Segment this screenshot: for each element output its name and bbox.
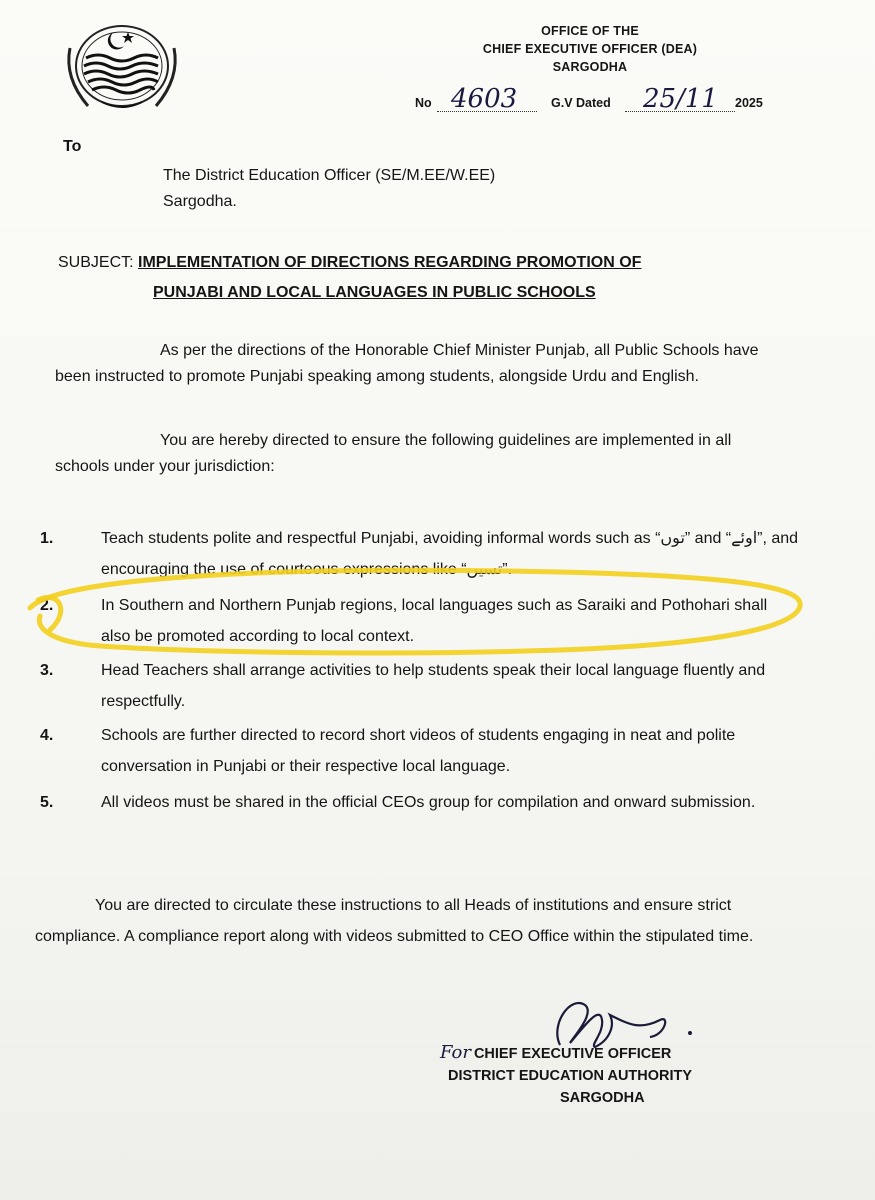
- guideline-number: 2.: [40, 597, 54, 614]
- subject-line-2: PUNJABI AND LOCAL LANGUAGES IN PUBLIC SCHOOLS: [153, 284, 596, 301]
- guideline-text: All videos must be shared in the official CEOs group for compilation and onward submission.: [101, 794, 756, 811]
- signature-line-1: [440, 1042, 800, 1065]
- subject-line-1: IMPLEMENTATION OF DIRECTIONS REGARDING PROMOTION OF: [138, 254, 642, 271]
- header-line-2: CHIEF EXECUTIVE OFFICER (DEA): [482, 42, 698, 56]
- header-line-3: SARGODHA: [552, 60, 628, 74]
- guideline-number: 1.: [40, 530, 54, 547]
- guideline-text: Schools are further directed to record short videos of students engaging in neat and polite conversation in Punjabi or their respective local language.: [101, 727, 736, 775]
- signatory-title: CHIEF EXECUTIVE OFFICER: [473, 1046, 672, 1062]
- guideline-number: 4.: [40, 727, 54, 744]
- guideline-item: [40, 523, 800, 585]
- for-prefix: For: [440, 1042, 471, 1063]
- subject: [58, 248, 778, 308]
- addressee: [163, 163, 495, 215]
- punjab-government-logo: [62, 18, 182, 118]
- guideline-text: Head Teachers shall arrange activities to help students speak their local language fluently and respectfully.: [101, 662, 766, 710]
- reference-number-row: [415, 84, 775, 116]
- guideline-item: [40, 787, 800, 818]
- addressee-line-2: Sargodha.: [163, 193, 237, 210]
- gv-dated-label: G.V Dated: [551, 96, 611, 110]
- year-label: 2025: [735, 96, 763, 110]
- header-line-1: OFFICE OF THE: [541, 24, 639, 38]
- date-value: 25/11: [643, 84, 718, 114]
- signature-line-2: DISTRICT EDUCATION AUTHORITY: [448, 1068, 693, 1084]
- guideline-item: [40, 655, 800, 717]
- signature-block: [440, 1042, 800, 1109]
- closing-paragraph: You are directed to circulate these instructions to all Heads of institutions and ensure strict compliance. A compliance report along with videos submitted to CEO Office within the stipulated time.: [35, 897, 754, 945]
- guideline-text: Teach students polite and respectful Punjabi, avoiding informal words such as “توں” and “اوئے”, and encouraging the use of courteous expressions like “تسیں”.: [101, 530, 799, 578]
- subject-label: SUBJECT:: [58, 254, 134, 271]
- addressee-line-1: The District Education Officer (SE/M.EE/W.EE): [163, 167, 496, 184]
- to-label: To: [63, 138, 82, 155]
- guideline-item: [40, 720, 800, 782]
- guideline-text: In Southern and Northern Punjab regions, local languages such as Saraiki and Pothohari shall also be promoted according to local context.: [101, 597, 768, 645]
- guideline-item: [40, 590, 800, 652]
- guideline-number: 3.: [40, 662, 54, 679]
- directive-paragraph: You are hereby directed to ensure the following guidelines are implemented in all schools under your jurisdiction:: [55, 432, 732, 475]
- reference-number: 4603: [451, 84, 518, 114]
- signature-line-3: SARGODHA: [560, 1090, 645, 1106]
- no-label: No: [415, 96, 432, 110]
- office-header: [440, 22, 740, 76]
- guideline-number: 5.: [40, 794, 54, 811]
- intro-paragraph: As per the directions of the Honorable Chief Minister Punjab, all Public Schools have been instructed to promote Punjabi speaking among students, alongside Urdu and English.: [55, 342, 759, 385]
